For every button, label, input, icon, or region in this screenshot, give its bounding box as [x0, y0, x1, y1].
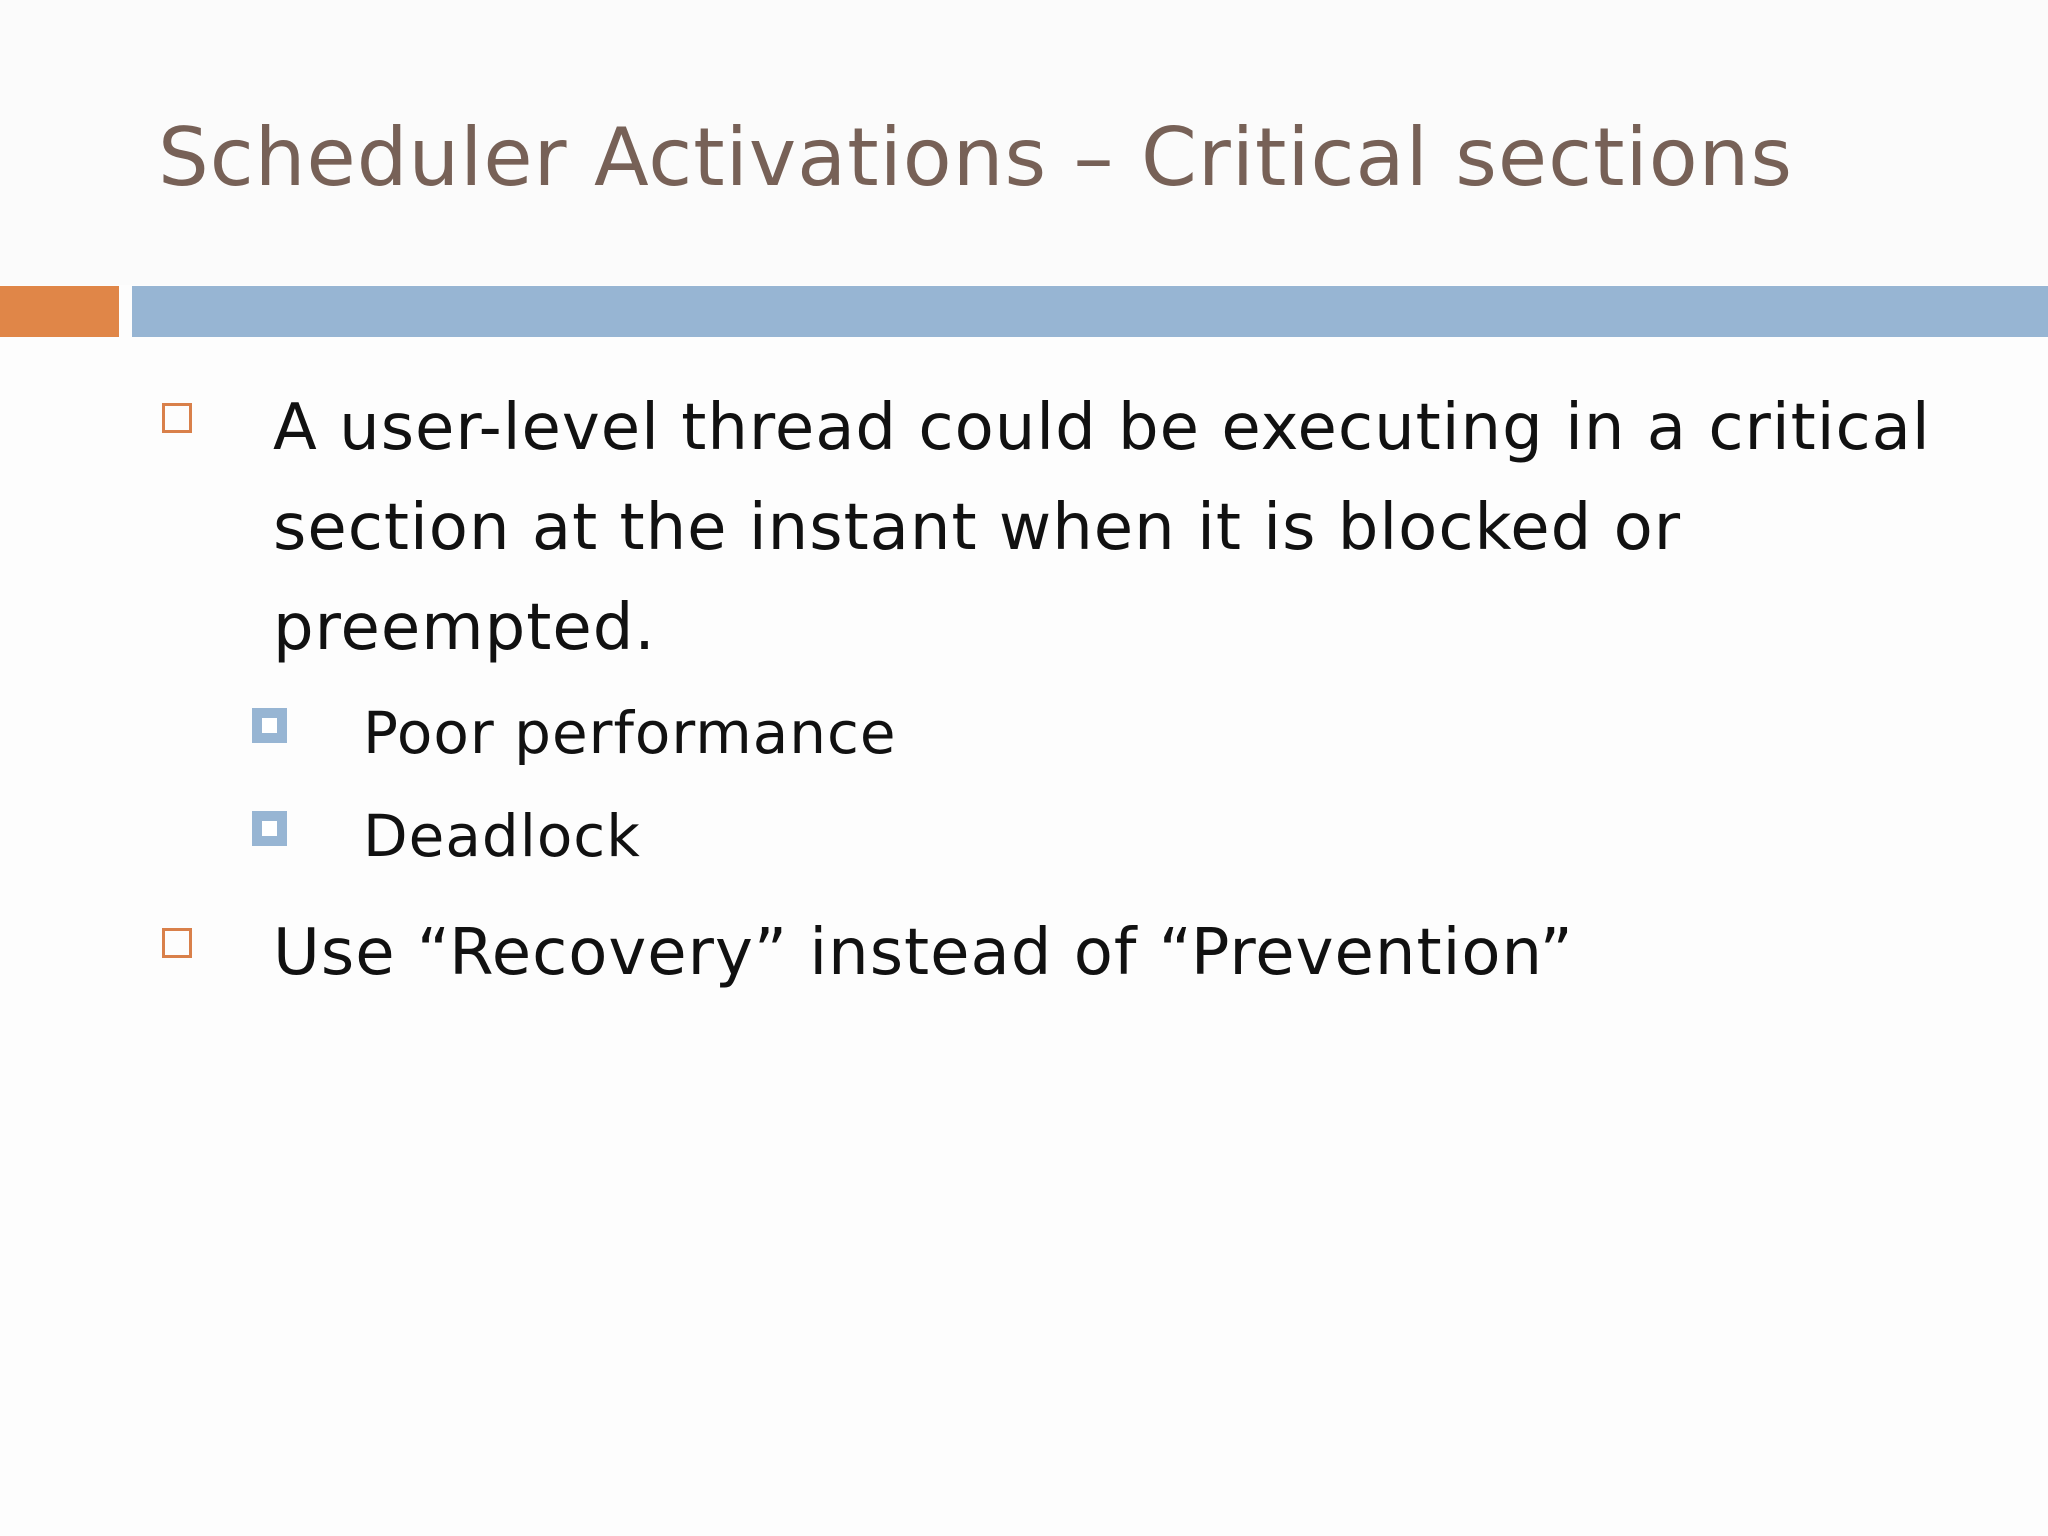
bullet-text: A user-level thread could be executing in a critical section at the instant when it is blocked or preempted.: [273, 391, 1931, 665]
slide-title: Scheduler Activations – Critical sections: [158, 111, 1794, 204]
square-ring-icon: [252, 811, 287, 846]
hollow-square-icon: [162, 928, 192, 958]
bullet-text: Use “Recovery” instead of “Prevention”: [273, 916, 1574, 990]
hollow-square-icon: [162, 403, 192, 433]
sub-bullet-text: Poor performance: [363, 699, 897, 767]
square-ring-icon: [252, 708, 287, 743]
sub-bullet-text: Deadlock: [363, 802, 641, 870]
